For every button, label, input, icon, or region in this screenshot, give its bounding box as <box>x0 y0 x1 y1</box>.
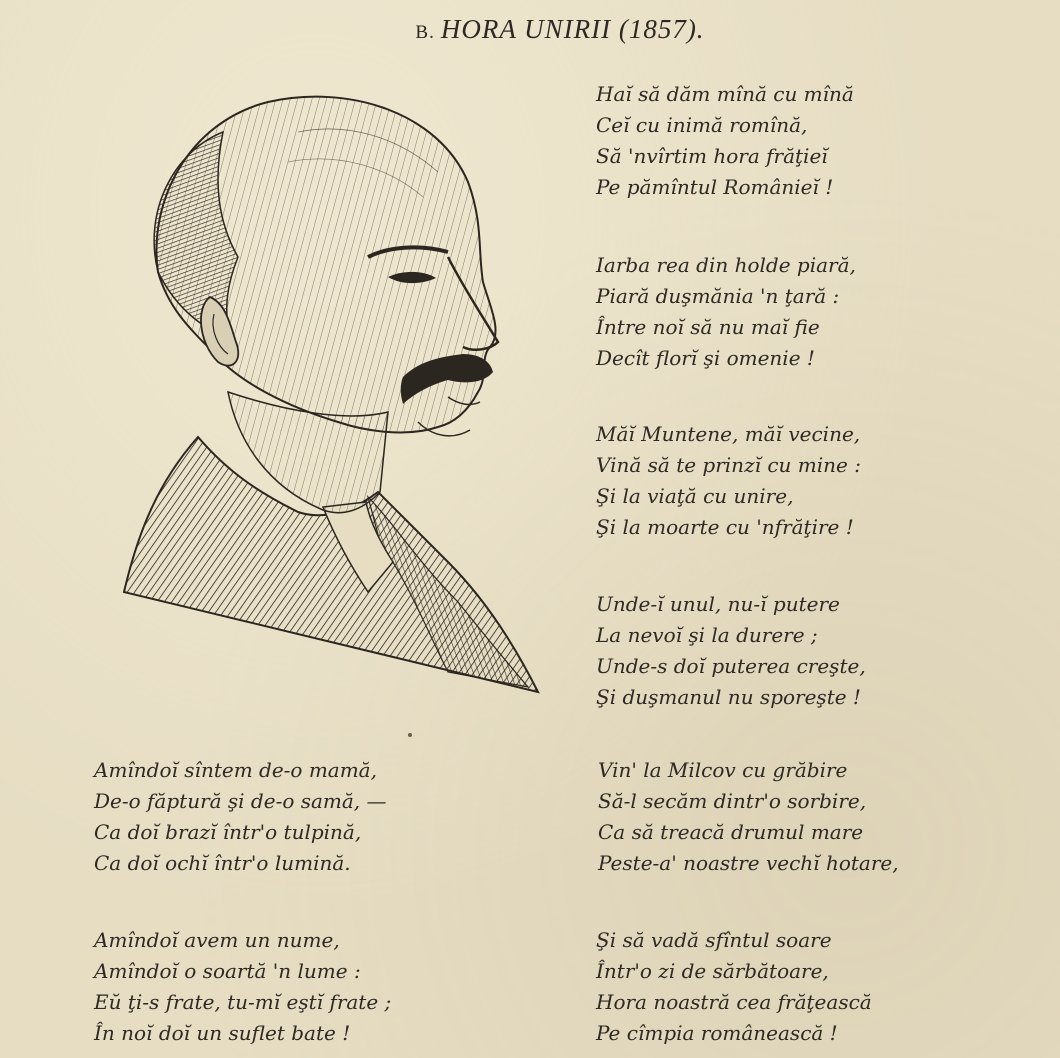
page-title <box>0 14 1060 45</box>
verse-line: Pe cîmpia românească ! <box>596 1021 838 1045</box>
verse-line: Măĭ Muntene, măĭ vecine, <box>596 422 861 446</box>
poem-title: HORA UNIRII (1857). <box>440 14 705 44</box>
verse-line: Vin' la Milcov cu grăbire <box>598 758 848 782</box>
verse-line: Amîndoĭ sîntem de-o mamă, <box>94 758 377 782</box>
stanza-left-1 <box>94 755 387 879</box>
verse-line: Amîndoĭ avem un nume, <box>94 928 340 952</box>
verse-line: În noĭ doĭ un suflet bate ! <box>94 1021 351 1045</box>
verse-line: Hora noastră cea frăţească <box>596 990 872 1014</box>
verse-line: Vină să te prinzĭ cu mine : <box>596 453 861 477</box>
stanza-right-6 <box>596 925 872 1049</box>
engraved-portrait-icon <box>118 92 558 702</box>
verse-line: Să-l secăm dintr'o sorbire, <box>598 789 867 813</box>
print-speck <box>408 733 412 737</box>
verse-line: Între noĭ să nu maĭ fie <box>596 315 820 339</box>
verse-line: Şi la moarte cu 'nfrăţire ! <box>596 515 854 539</box>
verse-line: Piară duşmănia 'n ţară : <box>596 284 840 308</box>
verse-line: Într'o zi de sărbătoare, <box>596 959 829 983</box>
verse-line: Şi la viaţă cu unire, <box>596 484 794 508</box>
verse-line: Ca să treacă drumul mare <box>598 820 864 844</box>
verse-line: Eŭ ţi-s frate, tu-mĭ eştĭ frate ; <box>94 990 392 1014</box>
verse-line: Şi să vadă sfîntul soare <box>596 928 832 952</box>
section-label: B. <box>415 22 435 43</box>
verse-line: Decît florĭ şi omenie ! <box>596 346 815 370</box>
verse-line: Ceĭ cu inimă romînă, <box>596 113 808 137</box>
verse-line: Unde-ĭ unul, nu-ĭ putere <box>596 592 840 616</box>
stanza-right-3 <box>596 419 861 543</box>
stanza-right-5 <box>598 755 899 879</box>
stanza-right-2 <box>596 250 856 374</box>
verse-line: Şi duşmanul nu sporeşte ! <box>596 685 861 709</box>
verse-line: Peste-a' noastre vechĭ hotare, <box>598 851 899 875</box>
verse-line: Amîndoĭ o soartă 'n lume : <box>94 959 361 983</box>
verse-line: Pe pămîntul Românieĭ ! <box>596 175 834 199</box>
verse-line: Unde-s doĭ puterea creşte, <box>596 654 866 678</box>
verse-line: Haĭ să dăm mînă cu mînă <box>596 82 854 106</box>
verse-line: La nevoĭ şi la durere ; <box>596 623 818 647</box>
stanza-right-1 <box>596 79 854 203</box>
stanza-right-4 <box>596 589 866 713</box>
verse-line: Ca doĭ brazĭ într'o tulpină, <box>94 820 362 844</box>
stanza-left-2 <box>94 925 391 1049</box>
verse-line: De-o făptură şi de-o samă, — <box>94 789 387 813</box>
verse-line: Să 'nvîrtim hora frăţieĭ <box>596 144 828 168</box>
verse-line: Iarba rea din holde piară, <box>596 253 856 277</box>
verse-line: Ca doĭ ochĭ într'o lumină. <box>94 851 351 875</box>
